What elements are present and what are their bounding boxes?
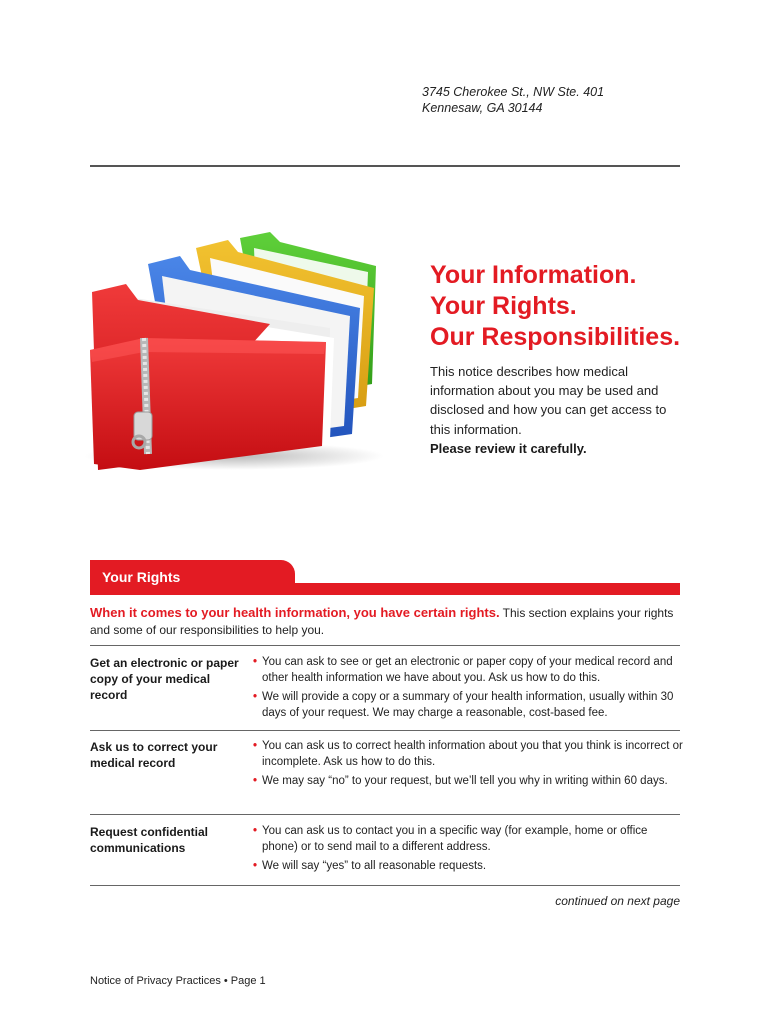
headline-line-2: Your Rights.: [430, 292, 577, 320]
divider: [90, 814, 680, 815]
intro-emphasis: Please review it carefully.: [430, 440, 587, 456]
list-item: [253, 824, 683, 855]
divider: [90, 645, 680, 646]
divider: [90, 165, 680, 167]
intro-paragraph: [430, 362, 670, 458]
address-block: [422, 84, 604, 116]
bullet-icon: •: [253, 775, 258, 787]
list-item-text: You can ask to see or get an electronic or paper copy of your medical record and other health information we have about you. Ask us how to do this.: [262, 656, 673, 684]
rights-row-label: Ask us to correct your medical record: [90, 740, 218, 770]
list-item-text: We will provide a copy or a summary of your health information, usually within 30 days of your request. We may charge a reasonable, cost-based fee.: [262, 691, 674, 719]
address-line-1: 3745 Cherokee St., NW Ste. 401: [422, 85, 605, 99]
continued-note: continued on next page: [555, 894, 680, 908]
bullet-icon: •: [253, 691, 258, 703]
bullet-icon: •: [253, 860, 258, 872]
headline-line-1: Your Information.: [430, 261, 637, 289]
page-title: [430, 260, 720, 353]
list-item: [253, 690, 683, 721]
rights-row-label: Request confidential communications: [90, 825, 209, 855]
list-item-text: We will say “yes” to all reasonable requests.: [262, 860, 487, 872]
list-item: [253, 655, 683, 686]
rights-row-bullets: [253, 739, 683, 794]
section-lead: [90, 604, 680, 639]
section-tab: [90, 560, 295, 592]
list-item-text: You can ask us to correct health information about you that you think is incorrect or incomplete. Ask us how to do this.: [262, 740, 683, 768]
page-footer: Notice of Privacy Practices • Page 1: [90, 975, 266, 987]
divider: [90, 885, 680, 886]
list-item: [253, 739, 683, 770]
list-item: [253, 859, 683, 875]
folders-icon: [84, 226, 402, 476]
section-lead-text: This section explains your rights and some of our responsibilities to help you.: [90, 606, 674, 637]
section-tab-label: Your Rights: [102, 569, 181, 585]
rights-row-bullets: [253, 824, 683, 879]
intro-text: This notice describes how medical information about you may be used and disclosed and how you can get access to this information.: [430, 364, 667, 437]
section-lead-emphasis: When it comes to your health information, you have certain rights.: [90, 605, 500, 620]
address-line-2: Kennesaw, GA 30144: [422, 101, 543, 115]
list-item: [253, 774, 683, 790]
bullet-icon: •: [253, 740, 258, 752]
list-item-text: You can ask us to contact you in a specific way (for example, home or office phone) or to send mail to a different address.: [262, 825, 648, 853]
rights-row-label: Get an electronic or paper copy of your medical record: [90, 656, 239, 702]
headline-line-3: Our Responsibilities.: [430, 323, 681, 351]
bullet-icon: •: [253, 825, 258, 837]
list-item-text: We may say “no” to your request, but we’ll tell you why in writing within 60 days.: [262, 775, 668, 787]
divider: [90, 730, 680, 731]
bullet-icon: •: [253, 656, 258, 668]
rights-row-bullets: [253, 655, 683, 725]
